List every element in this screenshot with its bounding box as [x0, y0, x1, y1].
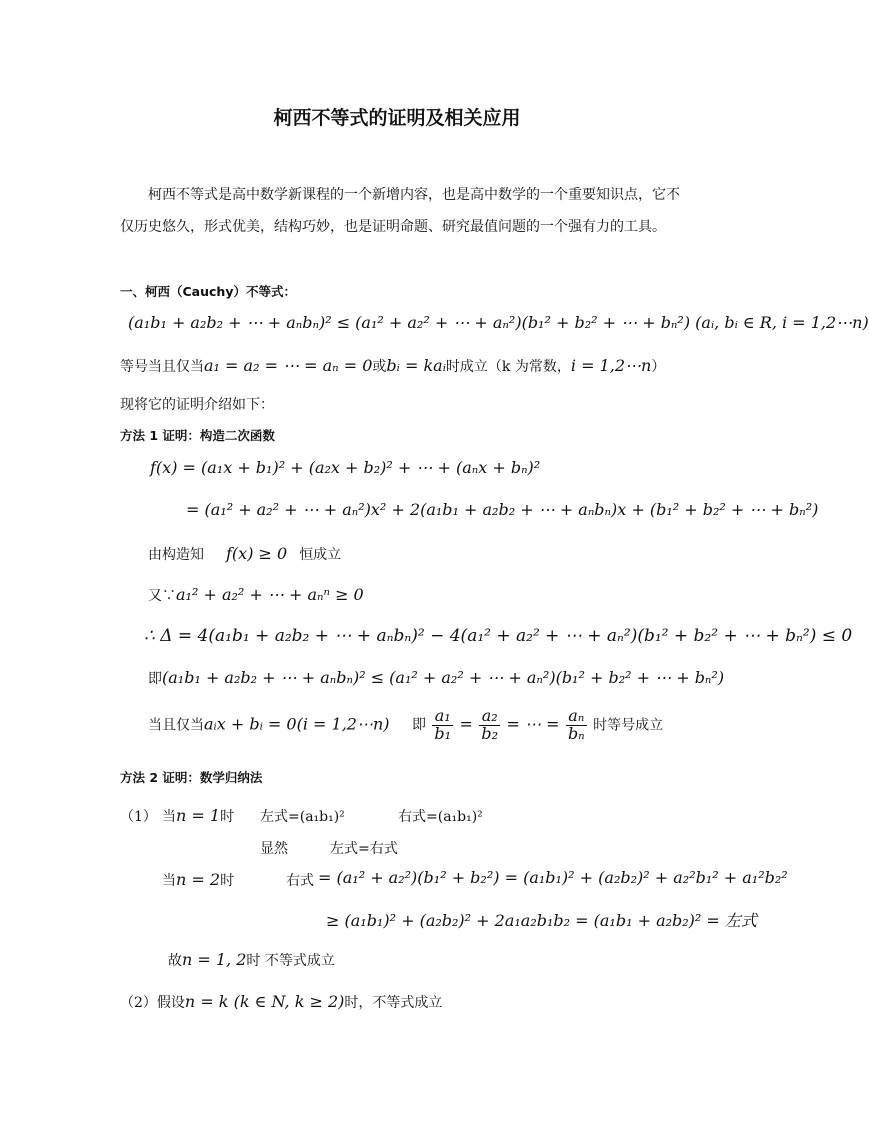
section-1-heading: 一、柯西（Cauchy）不等式：: [120, 284, 296, 299]
equality-holds: 当且仅当aᵢx + bᵢ = 0(i = 1,2⋯n) 即 $\frac{\text{a₁}}{\text{b₁}}$ = $\frac{\text{a₂}}{\text{b₂}}$ = ⋯ = $\frac{\text{aₙ}}{\text{bₙ}}$ 时等号成立: [148, 706, 664, 743]
left-equals-right: 左式=右式: [330, 841, 398, 857]
equality-condition: 等号当且仅当a₁ = a₂ = ⋯ = aₙ = 0或bᵢ = kaᵢ时成立（k 为常数，i = 1,2⋯n）: [120, 356, 666, 375]
fraction-an-bn: $\frac{\text{aₙ}}{\text{bₙ}}$: [567, 706, 585, 743]
right-expression-n1: 右式=(a₁b₁)²: [398, 809, 483, 825]
page-title: 柯西不等式的证明及相关应用: [273, 107, 521, 129]
proof-intro: 现将它的证明介绍如下：: [120, 397, 274, 413]
discriminant: ∴ Δ = 4(a₁b₁ + a₂b₂ + ⋯ + aₙbₙ)² − 4(a₁² + a₂² + ⋯ + aₙ²)(b₁² + b₂² + ⋯ + bₙ²) ≤ 0: [144, 626, 853, 646]
case-2-condition: 当n = 2时: [162, 870, 235, 889]
right-label: 右式: [286, 873, 314, 889]
function-definition: f(x) = (a₁x + b₁)² + (a₂x + b₂)² + ⋯ + (aₙx + bₙ)²: [150, 458, 541, 477]
cauchy-inequality: (a₁b₁ + a₂b₂ + ⋯ + aₙbₙ)² ≤ (a₁² + a₂² + ⋯ + aₙ²)(b₁² + b₂² + ⋯ + bₙ²) (aᵢ, bᵢ ∈ R, i = 1,2⋯n): [128, 313, 869, 332]
case-1-label: （1）: [120, 809, 157, 825]
intro-line-1: 柯西不等式是高中数学新课程的一个新增内容，也是高中数学的一个重要知识点，它不: [148, 187, 680, 203]
also-because: 又∵a₁² + a₂² + ⋯ + aₙⁿ ≥ 0: [148, 585, 364, 604]
function-expansion: = (a₁² + a₂² + ⋯ + aₙ²)x² + 2(a₁b₁ + a₂b₂ + ⋯ + aₙbₙ)x + (b₁² + b₂² + ⋯ + bₙ²): [186, 500, 819, 519]
case-1-condition: 当n = 1时: [162, 806, 235, 825]
left-expression-n1: 左式=(a₁b₁)²: [260, 809, 345, 825]
fraction-a1-b1: $\frac{\text{a₁}}{\text{b₁}}$: [434, 706, 452, 743]
hence-holds: 故n = 1, 2时 不等式成立: [168, 950, 335, 969]
method-2-heading: 方法 2 证明：数学归纳法: [120, 770, 263, 785]
method-1-heading: 方法 1 证明：构造二次函数: [120, 428, 275, 443]
obvious-text: 显然: [260, 841, 288, 857]
right-expression-n2: = (a₁² + a₂²)(b₁² + b₂²) = (a₁b₁)² + (a₂b₂)² + a₂²b₁² + a₁²b₂²: [318, 868, 788, 887]
therefore-inequality: 即(a₁b₁ + a₂b₂ + ⋯ + aₙbₙ)² ≤ (a₁² + a₂² + ⋯ + aₙ²)(b₁² + b₂² + ⋯ + bₙ²): [148, 668, 725, 687]
case-2-assumption: （2）假设n = k (k ∈ N, k ≥ 2)时，不等式成立: [120, 992, 443, 1011]
fraction-a2-b2: $\frac{\text{a₂}}{\text{b₂}}$: [481, 706, 499, 743]
construct-known: 由构造知 f(x) ≥ 0 恒成立: [148, 544, 342, 563]
intro-line-2: 仅历史悠久，形式优美，结构巧妙，也是证明命题、研究最值问题的一个强有力的工具。: [120, 219, 666, 235]
right-inequality-n2: ≥ (a₁b₁)² + (a₂b₂)² + 2a₁a₂b₁b₂ = (a₁b₁ + a₂b₂)² = 左式: [326, 911, 757, 930]
